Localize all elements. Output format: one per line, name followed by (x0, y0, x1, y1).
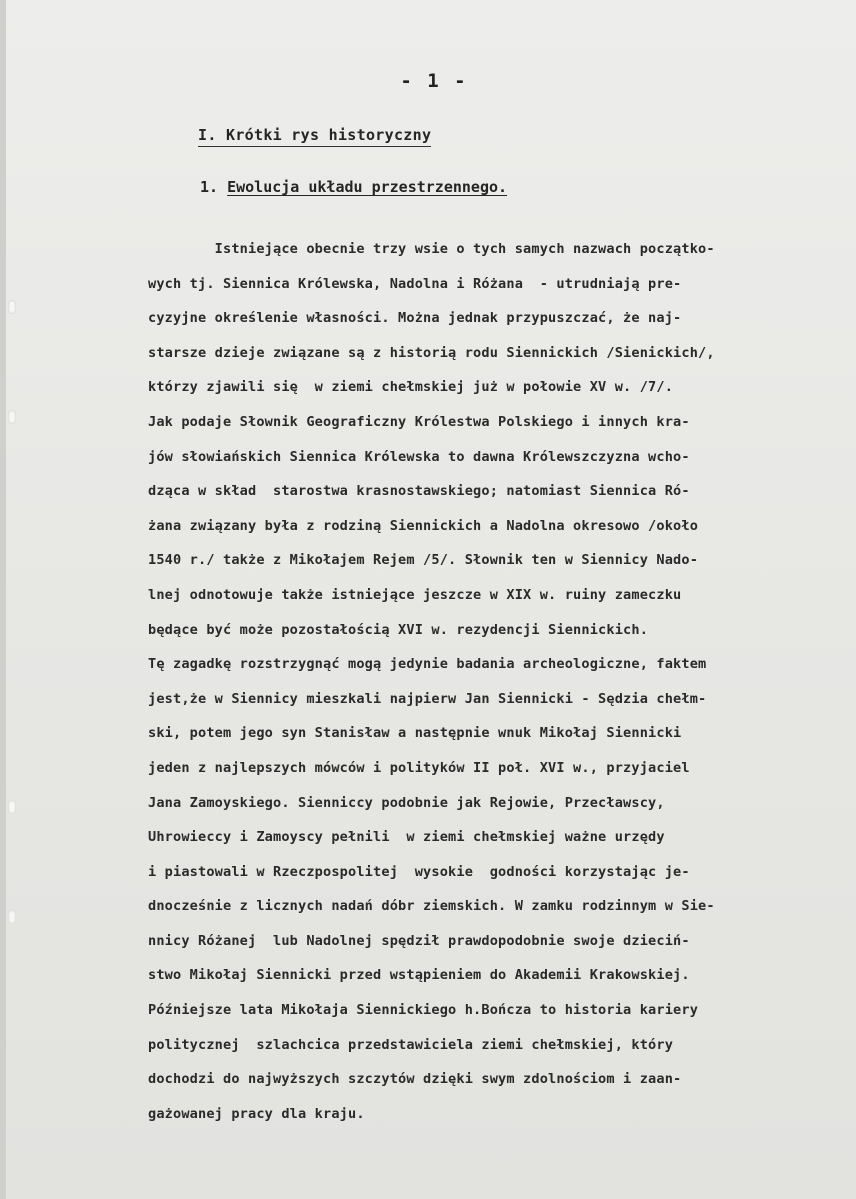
punch-hole (8, 410, 16, 424)
text-line: Jana Zamoyskiego. Sienniccy podobnie jak Rejowie, Przecławscy, (148, 794, 665, 811)
text-line: stwo Mikołaj Siennicki przed wstąpieniem do Akademii Krakowskiej. (148, 967, 690, 984)
text-line: gażowanej pracy dla kraju. (148, 1105, 365, 1122)
text-line: będące być może pozostałością XVI w. rezydencji Siennickich. (148, 621, 649, 638)
text-line: politycznej szlachcica przedstawiciela ziemi chełmskiej, który (148, 1036, 674, 1053)
text-line: ski, potem jego syn Stanisław a następnie wnuk Mikołaj Siennicki (148, 725, 682, 742)
text-line: Tę zagadkę rozstrzygnąć mogą jedynie badania archeologiczne, faktem (148, 656, 707, 673)
section-title: Ewolucja układu przestrzennego. (227, 178, 508, 196)
text-line: Uhrowieccy i Zamoyscy pełnili w ziemi chełmskiej ważne urzędy (148, 829, 665, 846)
text-line: jeden z najlepszych mówców i polityków II poł. XVI w., przyjaciel (148, 759, 690, 776)
text-line: Późniejsze lata Mikołaja Siennickiego h.Bończa to historia kariery (148, 1002, 699, 1019)
text-line: którzy zjawili się w ziemi chełmskiej już w połowie XV w. /7/. (148, 379, 674, 396)
text-line: dochodzi do najwyższych szczytów dzięki swym zdolnościom i zaan- (148, 1071, 682, 1088)
text-line: starsze dzieje związane są z historią rodu Siennickich /Sienickich/, (148, 344, 715, 361)
punch-hole (8, 910, 16, 924)
text-line: i piastowali w Rzeczpospolitej wysokie godności korzystając je- (148, 863, 690, 880)
section-number: 1. (200, 178, 219, 196)
chapter-heading: I. Krótki rys historyczny (198, 126, 431, 147)
body-text (148, 232, 848, 1131)
text-line: Istniejące obecnie trzy wsie o tych samych nazwach początko- (148, 241, 715, 257)
text-line: jów słowiańskich Siennica Królewska to dawna Królewszczyzna wcho- (148, 448, 690, 465)
text-line: wych tj. Siennica Królewska, Nadolna i Różana - utrudniają pre- (148, 275, 682, 292)
text-line: jest,że w Siennicy mieszkali najpierw Jan Siennicki - Sędzia chełm- (148, 690, 707, 707)
page-number: - 1 - (400, 70, 468, 92)
text-line: dząca w skład starostwa krasnostawskiego; natomiast Siennica Ró- (148, 483, 690, 500)
text-line: Jak podaje Słownik Geograficzny Królestwa Polskiego i innych kra- (148, 413, 690, 430)
text-line: żana związany była z rodziną Siennickich a Nadolna okresowo /około (148, 517, 699, 534)
text-line: cyzyjne określenie własności. Można jednak przypuszczać, że naj- (148, 310, 682, 327)
text-line: nnicy Różanej lub Nadolnej spędził prawdopodobnie swoje dzieciń- (148, 932, 690, 949)
text-line: dnocześnie z licznych nadań dóbr ziemskich. W zamku rodzinnym w Sie- (148, 898, 715, 915)
text-line: 1540 r./ także z Mikołajem Rejem /5/. Słownik ten w Siennicy Nado- (148, 552, 699, 569)
section-heading (200, 178, 507, 196)
punch-hole (8, 300, 16, 314)
punch-hole (8, 800, 16, 814)
text-line: lnej odnotowuje także istniejące jeszcze w XIX w. ruiny zameczku (148, 586, 682, 603)
